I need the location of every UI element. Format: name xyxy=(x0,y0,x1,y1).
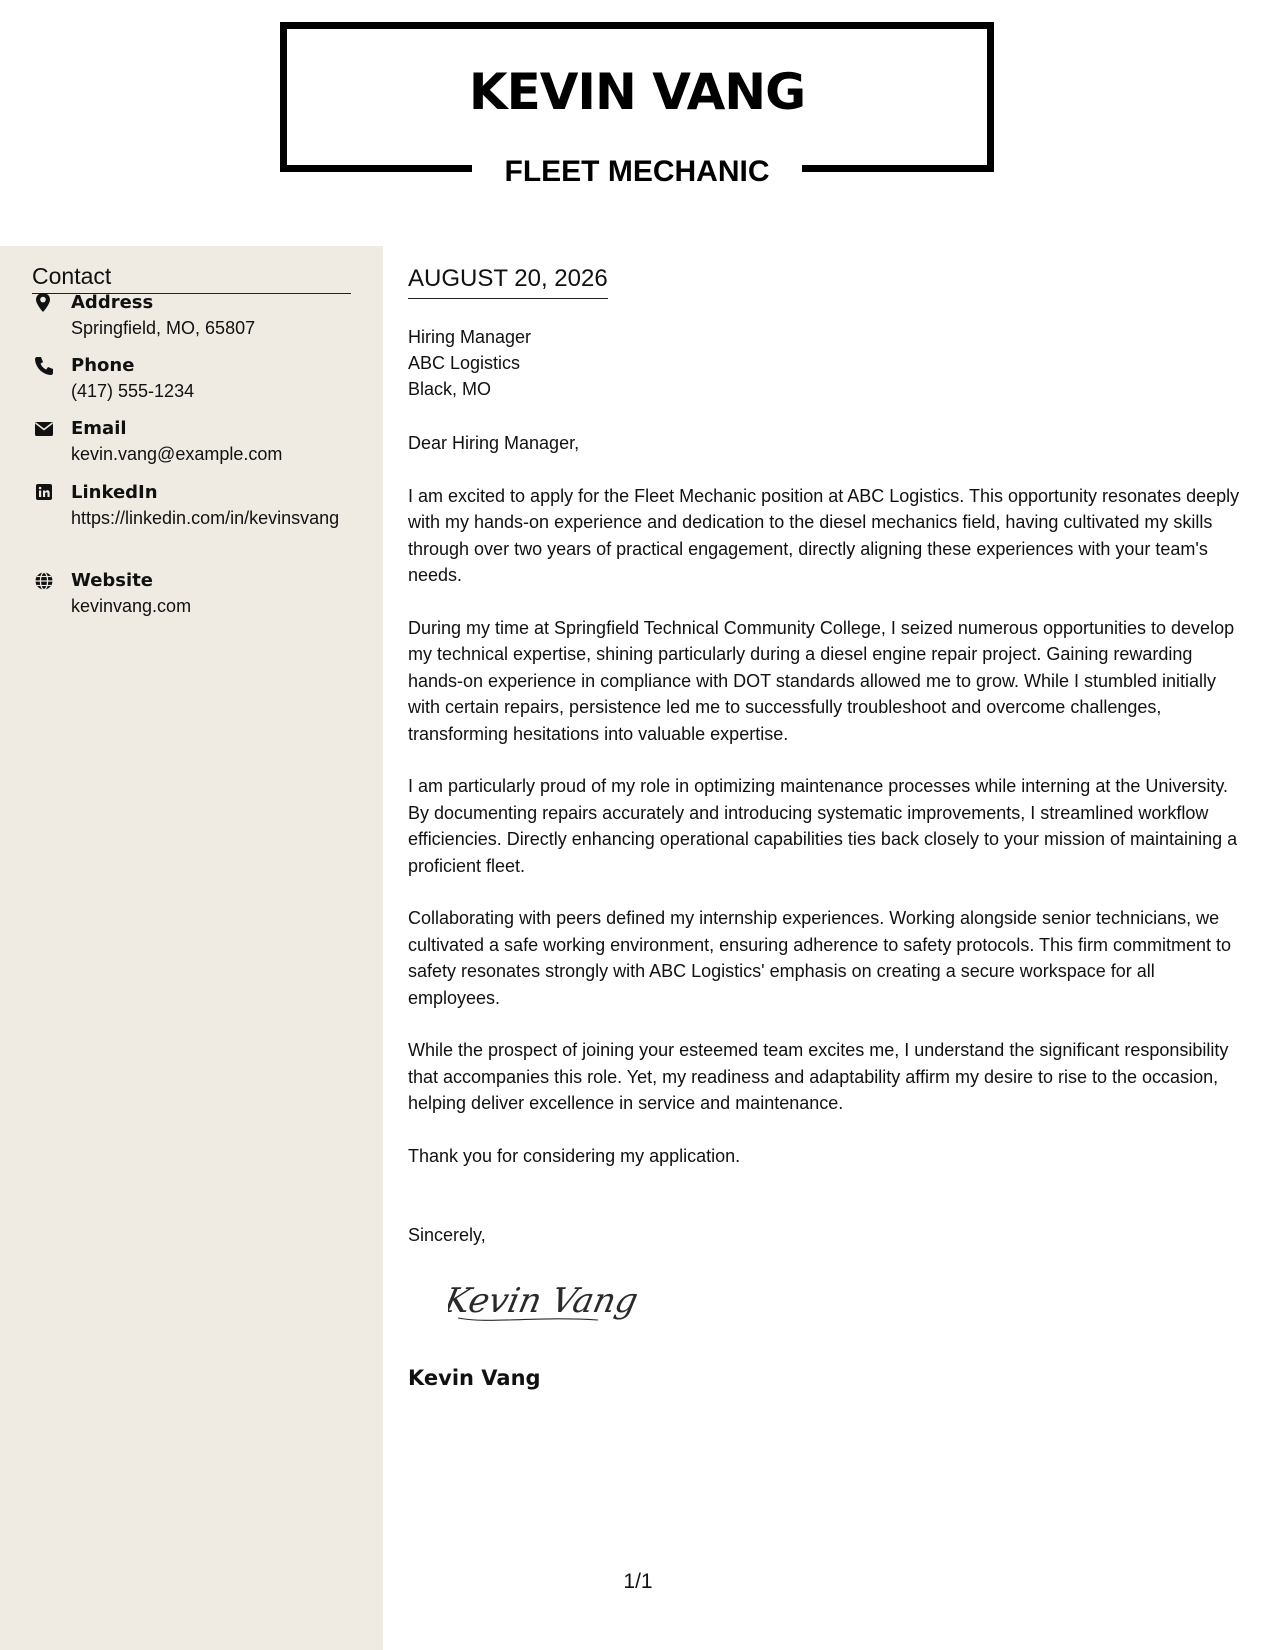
linkedin-value[interactable]: https://linkedin.com/in/kevinsvang xyxy=(71,508,340,528)
email-value[interactable]: kevin.vang@example.com xyxy=(71,444,283,464)
signature-glyphs: Kevin Vang xyxy=(448,1281,642,1321)
phone-value: (417) 555-1234 xyxy=(71,381,195,401)
job-title: FLEET MECHANIC xyxy=(504,155,770,188)
map-pin-icon xyxy=(32,292,58,314)
page-number: 1/1 xyxy=(623,1570,653,1593)
linkedin-icon xyxy=(32,482,58,504)
applicant-name: KEVIN VANG xyxy=(468,63,806,121)
phone-icon xyxy=(32,355,58,377)
contact-label: Email xyxy=(71,418,127,439)
contact-label: Phone xyxy=(71,355,135,376)
recipient-block xyxy=(408,324,531,402)
closing: Sincerely, xyxy=(408,1225,486,1245)
contact-heading: Contact xyxy=(32,262,351,294)
letter-paragraph: Thank you for considering my application. xyxy=(408,1145,741,1166)
handwritten-signature xyxy=(448,1266,648,1336)
letter-paragraph: I am particularly proud of my role in optimizing maintenance processes while interning at the University. By documenting repairs accurately and introducing systematic improvements, I streamlined workflow efficiencies. Directly enhancing operational capabilities ties back closely to your mission of maintaining a proficient fleet. xyxy=(408,776,1238,876)
globe-icon xyxy=(32,570,58,592)
recipient-line: Hiring Manager xyxy=(408,327,532,347)
recipient-line: Black, MO xyxy=(408,379,492,399)
letter-paragraph: I am excited to apply for the Fleet Mechanic position at ABC Logistics. This opportunity resonates deeply with my hands-on experience and dedication to the diesel mechanics field, having cultivated my skills through over two years of practical engagement, directly aligning these experiences with your team's needs. xyxy=(408,485,1240,585)
letter-date: AUGUST 20, 2026 xyxy=(408,264,608,299)
letter-paragraph: Collaborating with peers defined my internship experiences. Working alongside senior technicians, we cultivated a safe working environment, ensuring adherence to safety protocols. This firm commitment to safety resonates strongly with ABC Logistics' emphasis on creating a secure workspace for all employees. xyxy=(408,908,1232,1008)
signer-name: Kevin Vang xyxy=(408,1366,541,1390)
contact-sidebar xyxy=(0,246,383,1650)
contact-label: Address xyxy=(71,292,154,313)
website-value[interactable]: kevinvang.com xyxy=(71,596,192,616)
letter-paragraph: While the prospect of joining your esteemed team excites me, I understand the significant responsibility that accompanies this role. Yet, my readiness and adaptability affirm my desire to rise to the occasion, helping deliver excellence in service and maintenance. xyxy=(408,1040,1229,1113)
email-icon xyxy=(32,418,58,440)
address-value: Springfield, MO, 65807 xyxy=(71,318,256,338)
letter-text xyxy=(408,430,1250,1195)
letter-paragraph: During my time at Springfield Technical Community College, I seized numerous opportunities to develop my technical expertise, shining particularly during a diesel engine repair project. Gaining rewarding hands-on experience in compliance with DOT standards allowed me to grow. While I stumbled initially with certain repairs, persistence led me to successfully troubleshoot and overcome challenges, transforming hesitations into valuable expertise. xyxy=(408,617,1235,744)
recipient-line: ABC Logistics xyxy=(408,353,521,373)
contact-label: LinkedIn xyxy=(71,482,158,503)
salutation: Dear Hiring Manager, xyxy=(408,433,580,453)
contact-label: Website xyxy=(71,570,154,591)
